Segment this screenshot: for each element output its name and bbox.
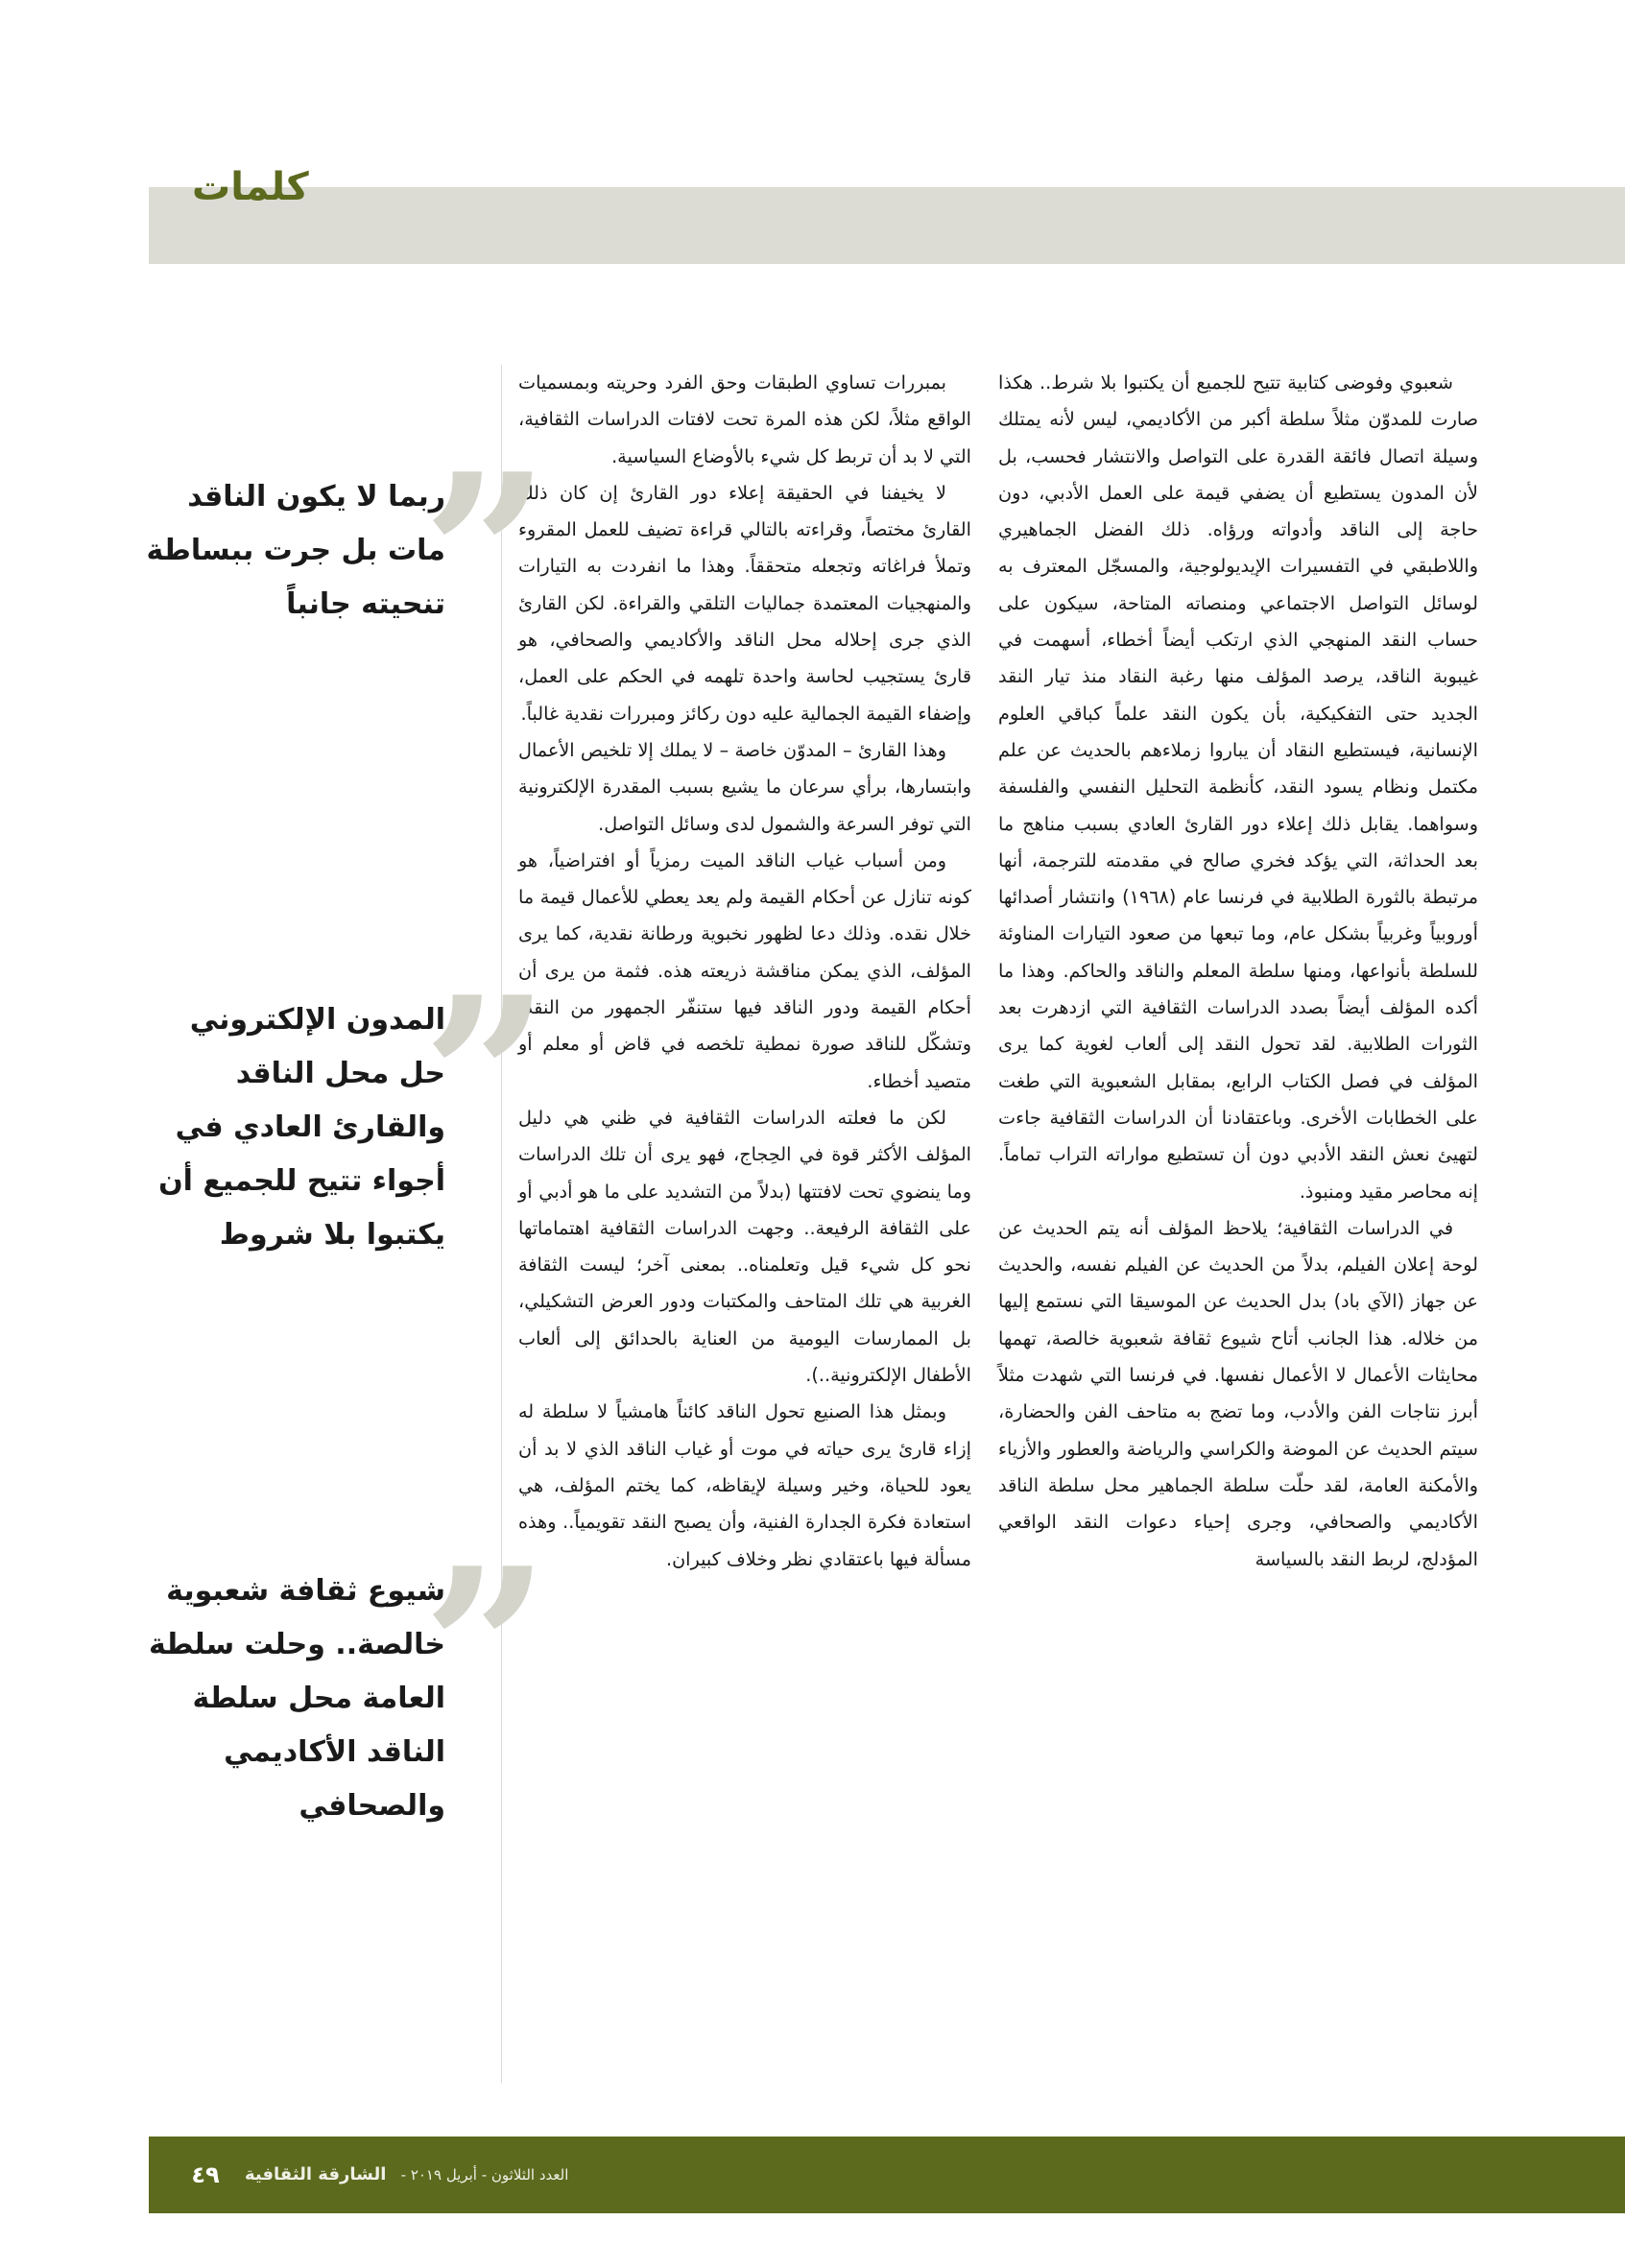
article-paragraph: في الدراسات الثقافية؛ يلاحظ المؤلف أنه يتم الحديث عن لوحة إعلان الفيلم، بدلاً من الحديث عن الفيلم نفسه، والحديث عن جهاز (الآي باد) بدل الحديث عن الموسيقا التي نستمع إليها من خلاله. هذا الجانب أتاح شيوع ثقافة شعبوية خالصة، تهمها محايثات الأعمال لا الأعمال نفسها. في فرنسا التي شهدت مثلاً أبرز نتاجات الفن والأدب، وما تضج به متاحف الفن والحضارة، سيتم الحديث عن الموضة والكراسي والرياضة والعطور والأزياء والأمكنة العامة، لقد حلّت سلطة الجماهير محل سلطة الناقد الأكاديمي والصحافي، وجرى إحياء دعوات النقد الواقعي المؤدلج، لربط النقد بالسياسة	[998, 1216, 1478, 1570]
section-title: كلمات	[192, 165, 309, 209]
pullquote-text: شيوع ثقافة شعبوية خالصة.. وحلت سلطة العامة محل سلطة الناقد الأكاديمي والصحافي	[148, 1574, 445, 1823]
article-paragraph: وهذا القارئ – المدوّن خاصة – لا يملك إلا تلخيص الأعمال وابتسارها، برأي سرعان ما يشيع بسبب المقدرة الإلكترونية التي توفر السرعة والشمول لدى وسائل التواصل.	[518, 738, 971, 835]
issue-info: العدد الثلاثون - أبريل ٢٠١٩ -	[400, 2166, 569, 2184]
header-band	[149, 187, 1625, 264]
magazine-logo: الشارقة الثقافية	[245, 2164, 387, 2184]
pullquote	[144, 1520, 550, 1833]
article-paragraph: ومن أسباب غياب الناقد الميت رمزياً أو افتراضياً، هو كونه تنازل عن أحكام القيمة ولم يعد يعطي للأعمال قيمة ما خلال نقده. وذلك دعا لظهور نخبوية ورطانة نقدية، كما يرى المؤلف، الذي يمكن مناقشة ذريعته هذه. فثمة من يرى أن أحكام القيمة ودور الناقد فيها ستنفّر الجمهور من النقد، وتشكّل للناقد صورة نمطية تلخصه في قاض أو معلم أو متصيد أخطاء.	[518, 848, 971, 1092]
article-paragraph: وبمثل هذا الصنيع تحول الناقد كائناً هامشياً لا سلطة له إزاء قارئ يرى حياته في موت أو غياب الناقد الذي لا بد أن يعود للحياة، وخير وسيلة لإيقاظه، كما يختم المؤلف، هي استعادة فكرة الجدارة الفنية، وأن يصبح النقد تقويمياً.. وهذه مسألة فيها باعتقادي نظر وخلاف كبيران.	[518, 1400, 971, 1570]
article-column-middle	[518, 365, 971, 1578]
article-paragraph: لا يخيفنا في الحقيقة إعلاء دور القارئ إن كان ذلك القارئ مختصاً، وقراءته بالتالي قراءة تضيف للعمل المقروء وتملأ فراغاته وتجعله متحققاً. وهذا ما انفردت به التيارات والمنهجيات المعتمدة جماليات التلقي والقراءة. لكن القارئ الذي جرى إحلاله محل الناقد والأكاديمي والصحافي، هو قارئ يستجيب لحاسة واحدة تلهمه في الحكم على العمل، وإضفاء القيمة الجمالية عليه دون ركائز ومبررات نقدية غالباً.	[518, 481, 971, 725]
article-paragraph: لكن ما فعلته الدراسات الثقافية في ظني هي دليل المؤلف الأكثر قوة في الحِجاج، فهو يرى أن تلك الدراسات وما ينضوي تحت لافتتها (بدلاً من التشديد على ما هو أدبي أو على الثقافة الرفيعة.. وجهت الدراسات الثقافية اهتماماتها نحو كل شيء قيل وتعلمناه.. بمعنى آخر؛ ليست الثقافة الغربية هي تلك المتاحف والمكتبات ودور العرض التشكيلي، بل الممارسات اليومية من العناية بالحدائق إلى ألعاب الأطفال الإلكترونية..).	[518, 1106, 971, 1387]
article-paragraph: بمبررات تساوي الطبقات وحق الفرد وحريته وبمسميات الواقع مثلاً، لكن هذه المرة تحت لافتات الدراسات الثقافية، التي لا بد أن تربط كل شيء بالأوضاع السياسية.	[518, 371, 971, 467]
pullquote-text: ربما لا يكون الناقد مات بل جرت ببساطة تنحيته جانباً	[146, 480, 445, 621]
pullquote	[144, 949, 550, 1262]
quote-mark-icon: ”	[422, 1520, 550, 1779]
pullquote	[144, 426, 550, 739]
article-paragraph: شعبوي وفوضى كتابية تتيح للجميع أن يكتبوا بلا شرط.. هكذا صارت للمدوّن مثلاً سلطة أكبر من الأكاديمي، ليس لأنه يمتلك وسيلة اتصال فائقة القدرة على التواصل والانتشار فحسب، بل لأن المدون يستطيع أن يضفي قيمة على العمل الأدبي، دون حاجة إلى الناقد وأدواته ورؤاه. ذلك الفضل الجماهيري واللاطبقي في التفسيرات الإيديولوجية، والمسجّل المعترف به لوسائل التواصل الاجتماعي ومنصاته المتاحة، سيكون على حساب النقد المنهجي الذي ارتكب أيضاً أخطاء، أسهمت في غيبوبة الناقد، يرصد المؤلف منها رغبة النقاد منذ تيار النقد الجديد حتى التفكيكية، بأن يكون النقد علماً كباقي العلوم الإنسانية، فيستطيع النقاد أن يباروا زملاءهم بالحديث عن علم مكتمل ونظام يسود النقد، كأنظمة التحليل النفسي والفلسفة وسواهما. يقابل ذلك إعلاء دور القارئ العادي بسبب مناهج ما بعد الحداثة، التي يؤكد فخري صالح في مقدمته للترجمة، أنها مرتبطة بالثورة الطلابية في فرنسا عام (١٩٦٨) وانتشار أصدائها أوروبياً وغربياً بشكل عام، وما تبعها من صعود التيارات المناوئة للسلطة بأنواعها، ومنها سلطة المعلم والناقد والحاكم. وهذا ما أكده المؤلف أيضاً بصدد الدراسات الثقافية التي ازدهرت بعد الثورات الطلابية. لقد تحول النقد إلى ألعاب لغوية كما يرى المؤلف في فصل الكتاب الرابع، بمقابل الشعبوية التي طغت على الخطابات الأخرى. وباعتقادنا أن الدراسات الثقافية جاءت لتهيئ نعش النقد الأدبي دون أن تستطيع مواراته التراب تماماً. إنه محاصر مقيد ومنبوذ.	[998, 371, 1479, 1203]
quote-mark-icon: ”	[422, 426, 550, 685]
page-number: ٤٩	[191, 2161, 220, 2188]
article-column-right	[998, 365, 1478, 1578]
pullquote-text: المدون الإلكتروني حل محل الناقد والقارئ العادي في أجواء تتيح للجميع أن يكتبوا بلا شروط	[158, 1003, 445, 1252]
quote-mark-icon: ”	[422, 949, 550, 1208]
